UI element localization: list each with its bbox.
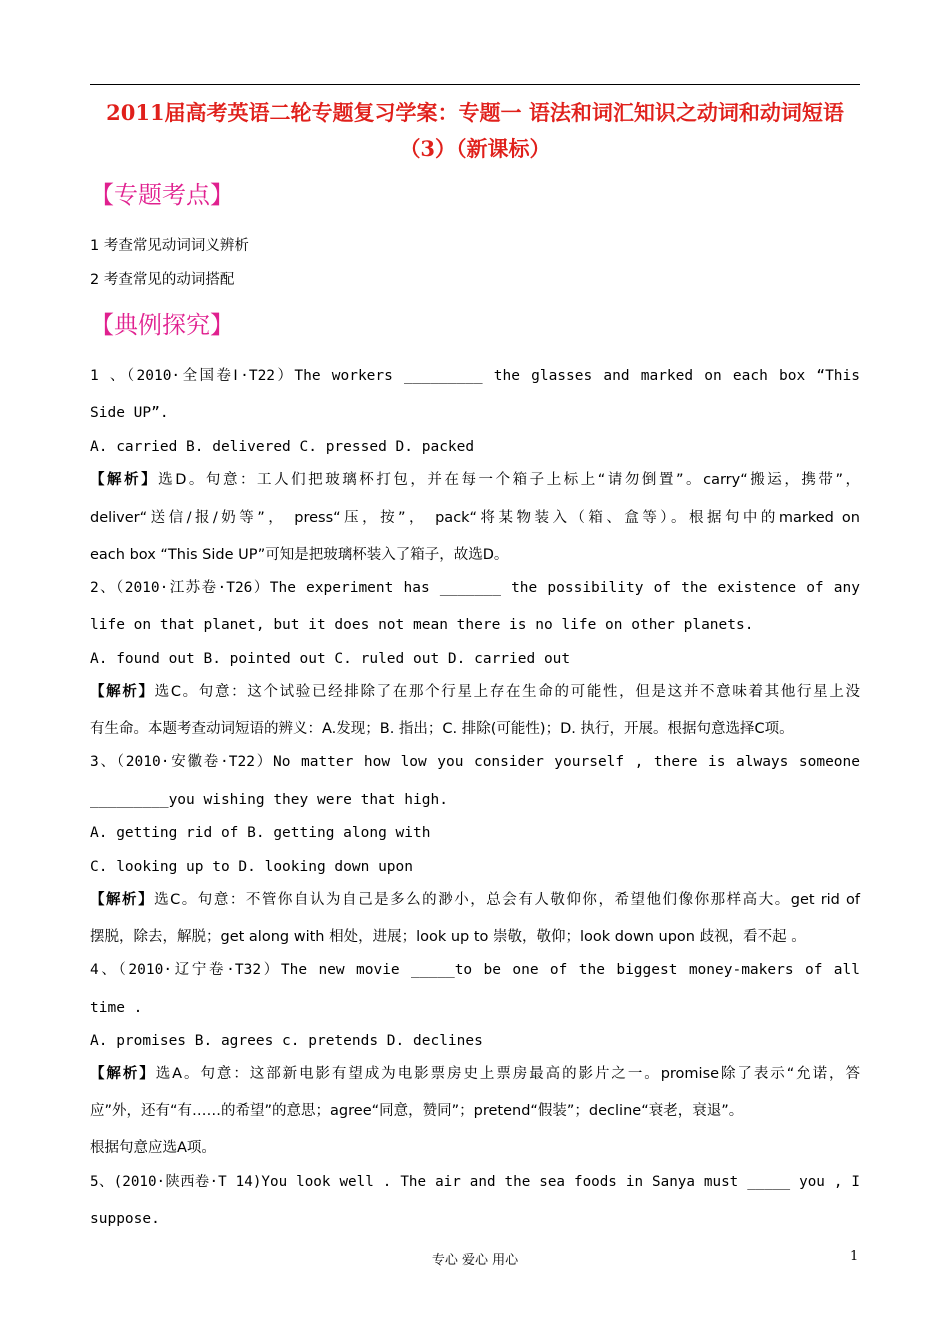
title-line-2: （3）（新课标） — [399, 136, 551, 161]
section-heading-examples: 【典例探究】 — [90, 311, 234, 339]
analysis-label: 【解析】 — [90, 684, 155, 700]
analysis-line: 【解析】选C。句意：不管你自认为自己是多么的渺小，总会有人敬仰你，希望他们像你那样高大。get rid of — [90, 892, 860, 908]
header-rule — [90, 84, 860, 85]
page-number: 1 — [850, 1249, 859, 1264]
question-line: Side UP”. — [90, 405, 169, 421]
question-line: suppose. — [90, 1211, 160, 1227]
analysis-line: each box “This Side UP”可知是把玻璃杯装入了箱子，故选D。 — [90, 547, 509, 563]
question-line: 3、（2010·安徽卷·T22）No matter how low you consider yourself , there is always someone — [90, 754, 860, 770]
options-line: C. looking up to D. looking down upon — [90, 859, 414, 875]
analysis-line: 【解析】选D。句意：工人们把玻璃杯打包，并在每一个箱子上标上“请勿倒置”。carry“搬运，携带”， — [90, 472, 860, 488]
analysis-line: 应”外，还有“有……的希望”的意思；agree“同意，赞同”；pretend“假装”；decline“衰老，衰退”。 — [90, 1103, 744, 1119]
point-item: 1 考查常见动词词义辨析 — [90, 238, 249, 254]
analysis-line: 有生命。本题考查动词短语的辨义：A.发现；B. 指出；C. 排除(可能性)；D. 执行，开展。根据句意选择C项。 — [90, 721, 794, 737]
options-line: A. getting rid of B. getting along with — [90, 825, 431, 841]
options-line: A. found out B. pointed out C. ruled out D. carried out — [90, 651, 571, 667]
question-line: 4、（2010·辽宁卷·T32）The new movie _____to be one of the biggest money-makers of all — [90, 962, 860, 978]
question-line: 5、(2010·陕西卷·T 14)You look well . The air and the sea foods in Sanya must _____ you , I — [90, 1174, 860, 1190]
analysis-label: 【解析】 — [90, 1066, 156, 1082]
options-line: A. promises B. agrees c. pretends D. declines — [90, 1033, 483, 1049]
question-line: time . — [90, 1000, 143, 1016]
question-line: 2、（2010·江苏卷·T26）The experiment has _______ the possibility of the existence of any — [90, 580, 860, 596]
footer-text: 专心 爱心 用心 — [431, 1253, 519, 1268]
question-line: _________you wishing they were that high. — [90, 792, 448, 808]
analysis-line: 根据句意应选A项。 — [90, 1140, 216, 1156]
options-line: A. carried B. delivered C. pressed D. packed — [90, 439, 475, 455]
analysis-line: 【解析】选C。句意：这个试验已经排除了在那个行星上存在生命的可能性，但是这并不意味着其他行星上没 — [90, 684, 860, 700]
point-item: 2 考查常见的动词搭配 — [90, 272, 235, 288]
analysis-label: 【解析】 — [90, 892, 155, 908]
analysis-line: 【解析】选A。句意：这部新电影有望成为电影票房史上票房最高的影片之一。promise除了表示“允诺，答 — [90, 1066, 860, 1082]
document-title — [90, 95, 860, 167]
question-line: life on that planet, but it does not mean there is no life on other planets. — [90, 617, 754, 633]
analysis-line: 摆脱，除去，解脱；get along with 相处，进展；look up to 崇敬，敬仰；look down upon 歧视，看不起 。 — [90, 929, 806, 945]
analysis-line: deliver“送信/报/奶等”， press“压，按”， pack“将某物装入（箱、盒等）。根据句中的marked on — [90, 510, 860, 526]
section-heading-points: 【专题考点】 — [90, 181, 234, 209]
question-line: 1 、（2010·全国卷Ⅰ·T22）The workers _________ the glasses and marked on each box “This — [90, 368, 860, 384]
analysis-label: 【解析】 — [90, 472, 159, 488]
title-line-1: 2011届高考英语二轮专题复习学案：专题一 语法和词汇知识之动词和动词短语 — [106, 100, 844, 125]
